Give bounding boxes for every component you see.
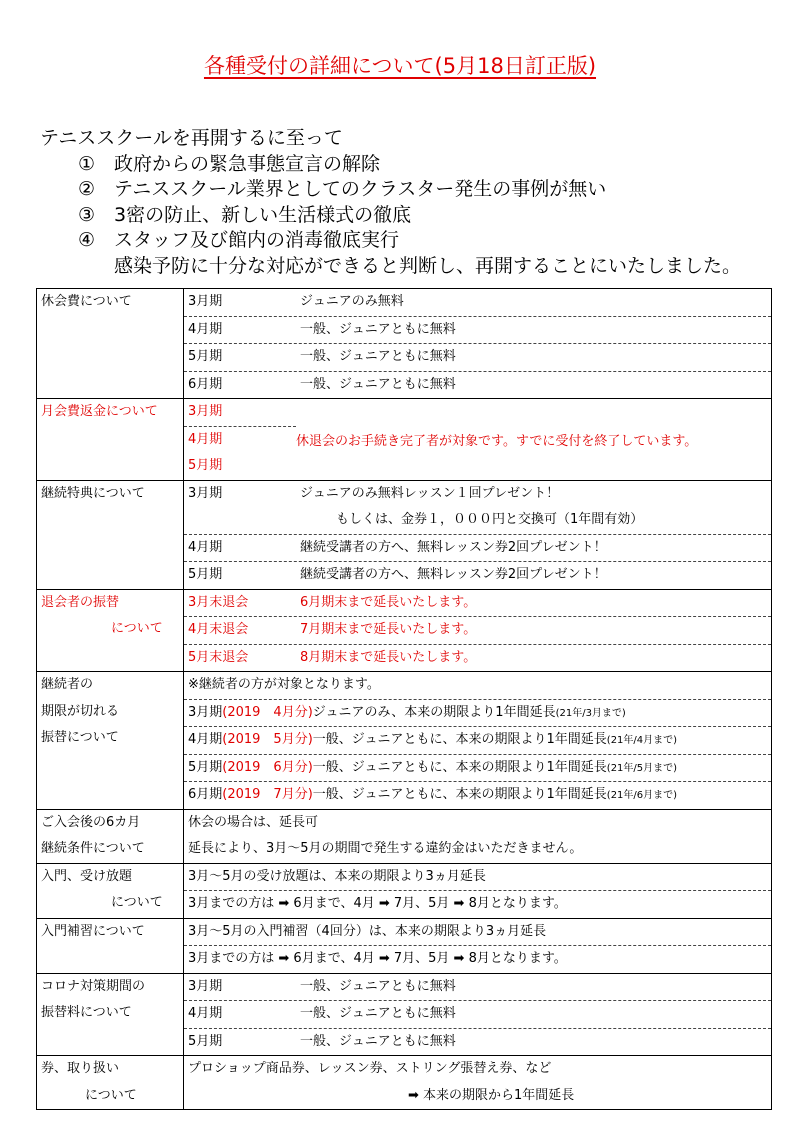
table-row-benefit [37, 480, 772, 589]
detail-cell: 3月期 ジュニアのみ無料 4月期 一般、ジュニアともに無料 5月期 一般、ジュニアともに無料 6月期 一般、ジュニアともに無料 [184, 289, 772, 399]
category-cell: 月会費返金について [37, 399, 184, 481]
table-row-vouchers [37, 1056, 772, 1110]
table-row-unlimited [37, 863, 772, 918]
refund-message: 休退会のお手続き完了者が対象です。すでに受付を終了しています。 [296, 433, 698, 449]
reason-list [40, 152, 741, 254]
detail-cell: 3月期 ジュニアのみ無料レッスン１回プレゼント！ もしくは、金券１，０００円と交換可（1年間有効） 4月期 継続受講者の方へ、無料レッスン券2回プレゼント！ 5月期 継続受講者の方へ、無料レッスン券2回プレゼント！ [184, 480, 772, 589]
details-table [36, 288, 772, 1110]
intro-section [40, 126, 741, 279]
category-cell: 券、取り扱い について [37, 1056, 184, 1110]
reason-item: ④ スタッフ及び館内の消毒徹底実行 [78, 229, 400, 251]
table-row-refund [37, 399, 772, 481]
detail-cell: 3月期 一般、ジュニアともに無料 4月期 一般、ジュニアともに無料 5月期 一般、ジュニアともに無料 [184, 973, 772, 1056]
table-row-six-month [37, 809, 772, 863]
category-cell: 継続者の 期限が切れる 振替について [37, 672, 184, 810]
detail-cell: 3月期 4月期 5月期 休退会のお手続き完了者が対象です。すでに受付を終了しています。 [184, 399, 772, 481]
detail-cell: 休会の場合は、延長可 延長により、3月～5月の期間で発生する違約金はいただきません。 [184, 809, 772, 863]
category-cell: 継続特典について [37, 480, 184, 589]
table-row-fee [37, 289, 772, 399]
category-cell: コロナ対策期間の 振替料について [37, 973, 184, 1056]
detail-cell: ※継続者の方が対象となります。 3月期(2019 4月分)ジュニアのみ、本来の期限より1年間延長(21年/3月まで) 4月期(2019 5月分)一般、ジュニアともに、本来の期限より1年間延長(21年/4月まで) 5月期(2019 6月分)一般、ジュニアともに、本来の期限より1年間延長(21年/5月まで) 6月期(2019 7月分)一般、ジュニアともに、本来の期限より1年間延長(21年/6月まで) [184, 672, 772, 810]
detail-cell: 3月～5月の入門補習（4回分）は、本来の期限より3ヵ月延長 3月までの方は ➡ 6月まで、4月 ➡ 7月、5月 ➡ 8月となります。 [184, 918, 772, 973]
reason-item: ② テニススクール業界としてのクラスター発生の事例が無い [78, 178, 607, 200]
category-cell: 休会費について [37, 289, 184, 399]
reason-item: ① 政府からの緊急事態宣言の解除 [78, 152, 381, 175]
reason-item: ③ 3密の防止、新しい生活様式の徹底 [78, 203, 412, 226]
category-cell: 退会者の振替 について [37, 589, 184, 672]
detail-cell: プロショップ商品券、レッスン券、ストリング張替え券、など ➡ 本来の期限から1年間延長 [184, 1056, 772, 1110]
intro-closing: 感染予防に十分な対応ができると判断し、再開することにいたしました。 [114, 254, 742, 277]
table-row-corona [37, 973, 772, 1056]
category-cell: ご入会後の6カ月 継続条件について [37, 809, 184, 863]
page-title: 各種受付の詳細について(5月18日訂正版) [203, 54, 597, 78]
detail-cell: 3月～5月の受け放題は、本来の期限より3ヵ月延長 3月までの方は ➡ 6月まで、4月 ➡ 7月、5月 ➡ 8月となります。 [184, 863, 772, 918]
category-cell: 入門補習について [37, 918, 184, 973]
intro-lead: テニススクールを再開するに至って [40, 127, 343, 149]
detail-cell: 3月末退会 6月期末まで延長いたします。 4月末退会 7月期末まで延長いたします。 5月末退会 8月期末まで延長いたします。 [184, 589, 772, 672]
table-row-continuing [37, 672, 772, 810]
table-row-withdraw [37, 589, 772, 672]
table-row-makeup [37, 918, 772, 973]
category-cell: 入門、受け放題 について [37, 863, 184, 918]
